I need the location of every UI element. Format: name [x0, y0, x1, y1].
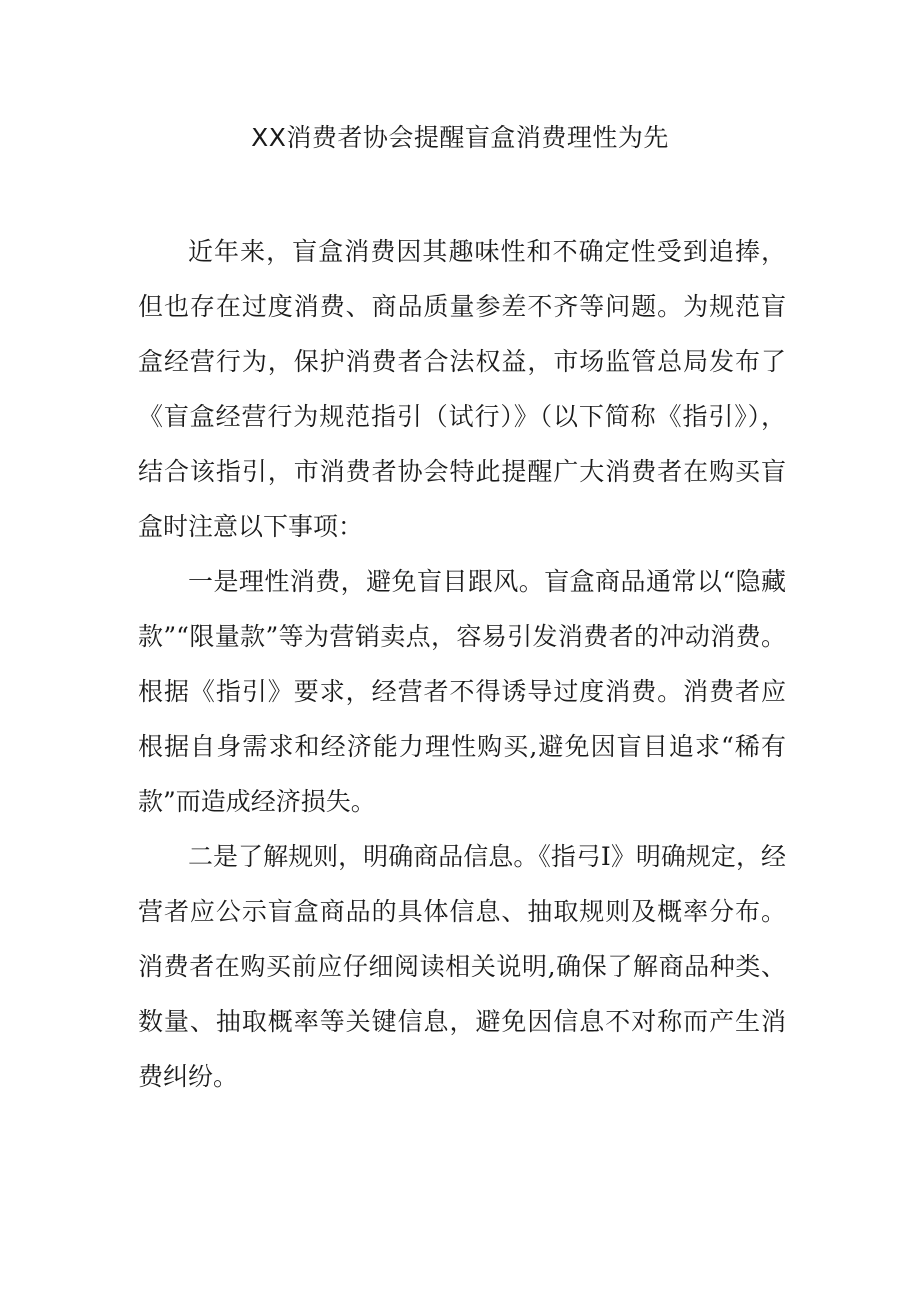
paragraph-point-one: 一是理性消费，避免盲目跟风。盲盒商品通常以“隐藏款”“限量款”等为营销卖点，容易引发消费者的冲动消费。根据《指引》要求，经营者不得诱导过度消费。消费者应根据自身需求和经济能力理性购买,避免因盲目追求“稀有款”而造成经济损失。 [138, 567, 786, 816]
paragraph-intro: 近年来，盲盒消费因其趣味性和不确定性受到追捧，但也存在过度消费、商品质量参差不齐等问题。为规范盲盒经营行为，保护消费者合法权益，市场监管总局发布了《盲盒经营行为规范指引（试行）》（以下简称《指引》），结合该指引，市消费者协会特此提醒广大消费者在购买盲盒时注意以下事项： [138, 237, 786, 541]
paragraph-point-two: 二是了解规则，明确商品信息。《指弓I》明确规定，经营者应公示盲盒商品的具体信息、抽取规则及概率分布。消费者在购买前应仔细阅读相关说明,确保了解商品种类、数量、抽取概率等关键信息，避免因信息不对称而产生消费纠纷。 [138, 842, 786, 1091]
document-title: XX消费者协会提醒盲盒消费理性为先 [251, 123, 669, 152]
document-body [138, 224, 786, 1104]
